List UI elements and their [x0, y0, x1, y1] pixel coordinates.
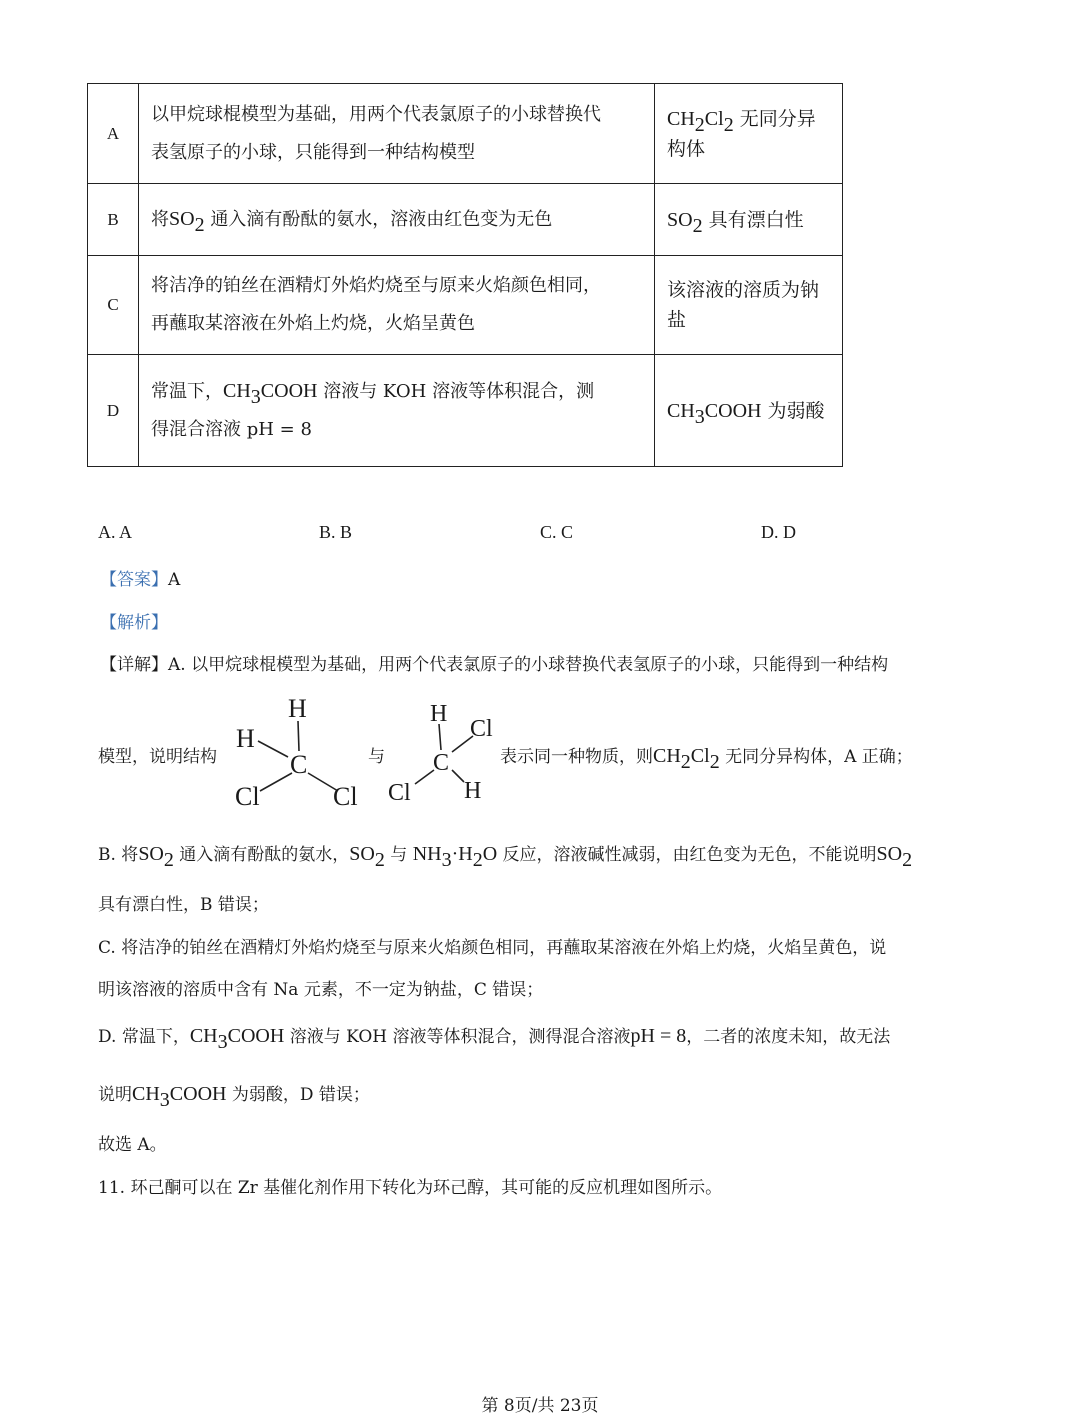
option-cell: C: [88, 256, 139, 355]
experiment-cell: 常温下，$CH_3COOH$ 溶液与 KOH 溶液等体积混合，测 得混合溶液 pH = 8: [139, 355, 655, 467]
detail-line-2-pre: 模型，说明结构: [98, 747, 217, 767]
table-row: [88, 184, 843, 256]
choice-c: C. C: [540, 522, 574, 542]
molecule-2-right-atom: Cl: [470, 716, 493, 742]
table-row: [88, 256, 843, 355]
molecule-1-left-atom: H: [236, 724, 255, 753]
option-cell: D: [88, 355, 139, 467]
molecule-2-bottom-left-atom: Cl: [388, 780, 411, 806]
conclusion-line: 故选 A。: [98, 1135, 167, 1155]
para-d-line-2: 说明$CH_3COOH$ 为弱酸，D 错误；: [98, 1083, 370, 1111]
molecule-2-top-atom: H: [430, 702, 448, 727]
table-row: [88, 84, 843, 184]
page-footer: 第 8页/共 23页: [481, 1396, 599, 1416]
experiment-cell: 将$SO_2$ 通入滴有酚酞的氨水，溶液由红色变为无色: [139, 184, 655, 256]
experiment-cell: 以甲烷球棍模型为基础，用两个代表氯原子的小球替换代 表氢原子的小球，只能得到一种结构模型: [139, 84, 655, 184]
para-c-line-1: C. 将洁净的铂丝在酒精灯外焰灼烧至与原来火焰颜色相同，再蘸取某溶液在外焰上灼烧，火焰呈黄色，说: [98, 938, 887, 958]
conclusion-cell: $CH_3COOH$ 为弱酸: [655, 355, 843, 467]
conclusion-cell: $SO_2$ 具有漂白性: [655, 184, 843, 256]
choice-b: B. B: [319, 522, 353, 542]
option-cell: A: [88, 84, 139, 184]
structure-diagram-1: [228, 695, 368, 813]
question-11: 11. 环己酮可以在 Zr 基催化剂作用下转化为环己醇，其可能的反应机理如图所示。: [98, 1178, 723, 1198]
experiment-table: [87, 83, 843, 467]
structure-diagram-2: [388, 702, 504, 808]
para-b-line-1: B. 将$SO_2$ 通入滴有酚酞的氨水，$SO_2$ 与 $NH_3\cdot H_2O$ 反应，溶液碱性减弱，由红色变为无色，不能说明$SO_2$: [98, 843, 913, 871]
detail-line-1: 【详解】A. 以甲烷球棍模型为基础，用两个代表氯原子的小球替换代表氢原子的小球，只能得到一种结构: [100, 655, 889, 675]
molecule-1-bottom-right-atom: Cl: [333, 782, 358, 811]
detail-line-2-post: 表示同一种物质，则$CH_2Cl_2$ 无同分异构体，A 正确；: [500, 745, 913, 773]
answer-choices: [98, 522, 998, 546]
conclusion-cell: $CH_2Cl_2$ 无同分异构体: [655, 84, 843, 184]
analysis-heading: 【解析】: [100, 613, 168, 633]
molecule-2-bottom-right-atom: H: [464, 778, 482, 804]
molecule-1-bottom-left-atom: Cl: [235, 782, 260, 811]
para-d-line-1: D. 常温下，$CH_3COOH$ 溶液与 KOH 溶液等体积混合，测得混合溶液pH = 8，二者的浓度未知，故无法: [98, 1025, 891, 1053]
choice-d: D. D: [761, 522, 796, 542]
para-c-line-2: 明该溶液的溶质中含有 Na 元素，不一定为钠盐，C 错误；: [98, 980, 544, 1000]
choice-a: A. A: [98, 522, 133, 542]
molecule-1-top-atom: H: [288, 695, 307, 723]
molecule-1-center-atom: C: [290, 750, 308, 779]
conclusion-cell: 该溶液的溶质为钠盐: [655, 256, 843, 355]
answer-line: 【答案】A: [100, 570, 181, 590]
detail-line-2-and: 与: [368, 747, 385, 767]
molecule-2-center-atom: C: [433, 750, 450, 776]
option-cell: B: [88, 184, 139, 256]
para-b-line-2: 具有漂白性，B 错误；: [98, 895, 269, 915]
experiment-cell: 将洁净的铂丝在酒精灯外焰灼烧至与原来火焰颜色相同， 再蘸取某溶液在外焰上灼烧，火焰呈黄色: [139, 256, 655, 355]
table-row: [88, 355, 843, 467]
